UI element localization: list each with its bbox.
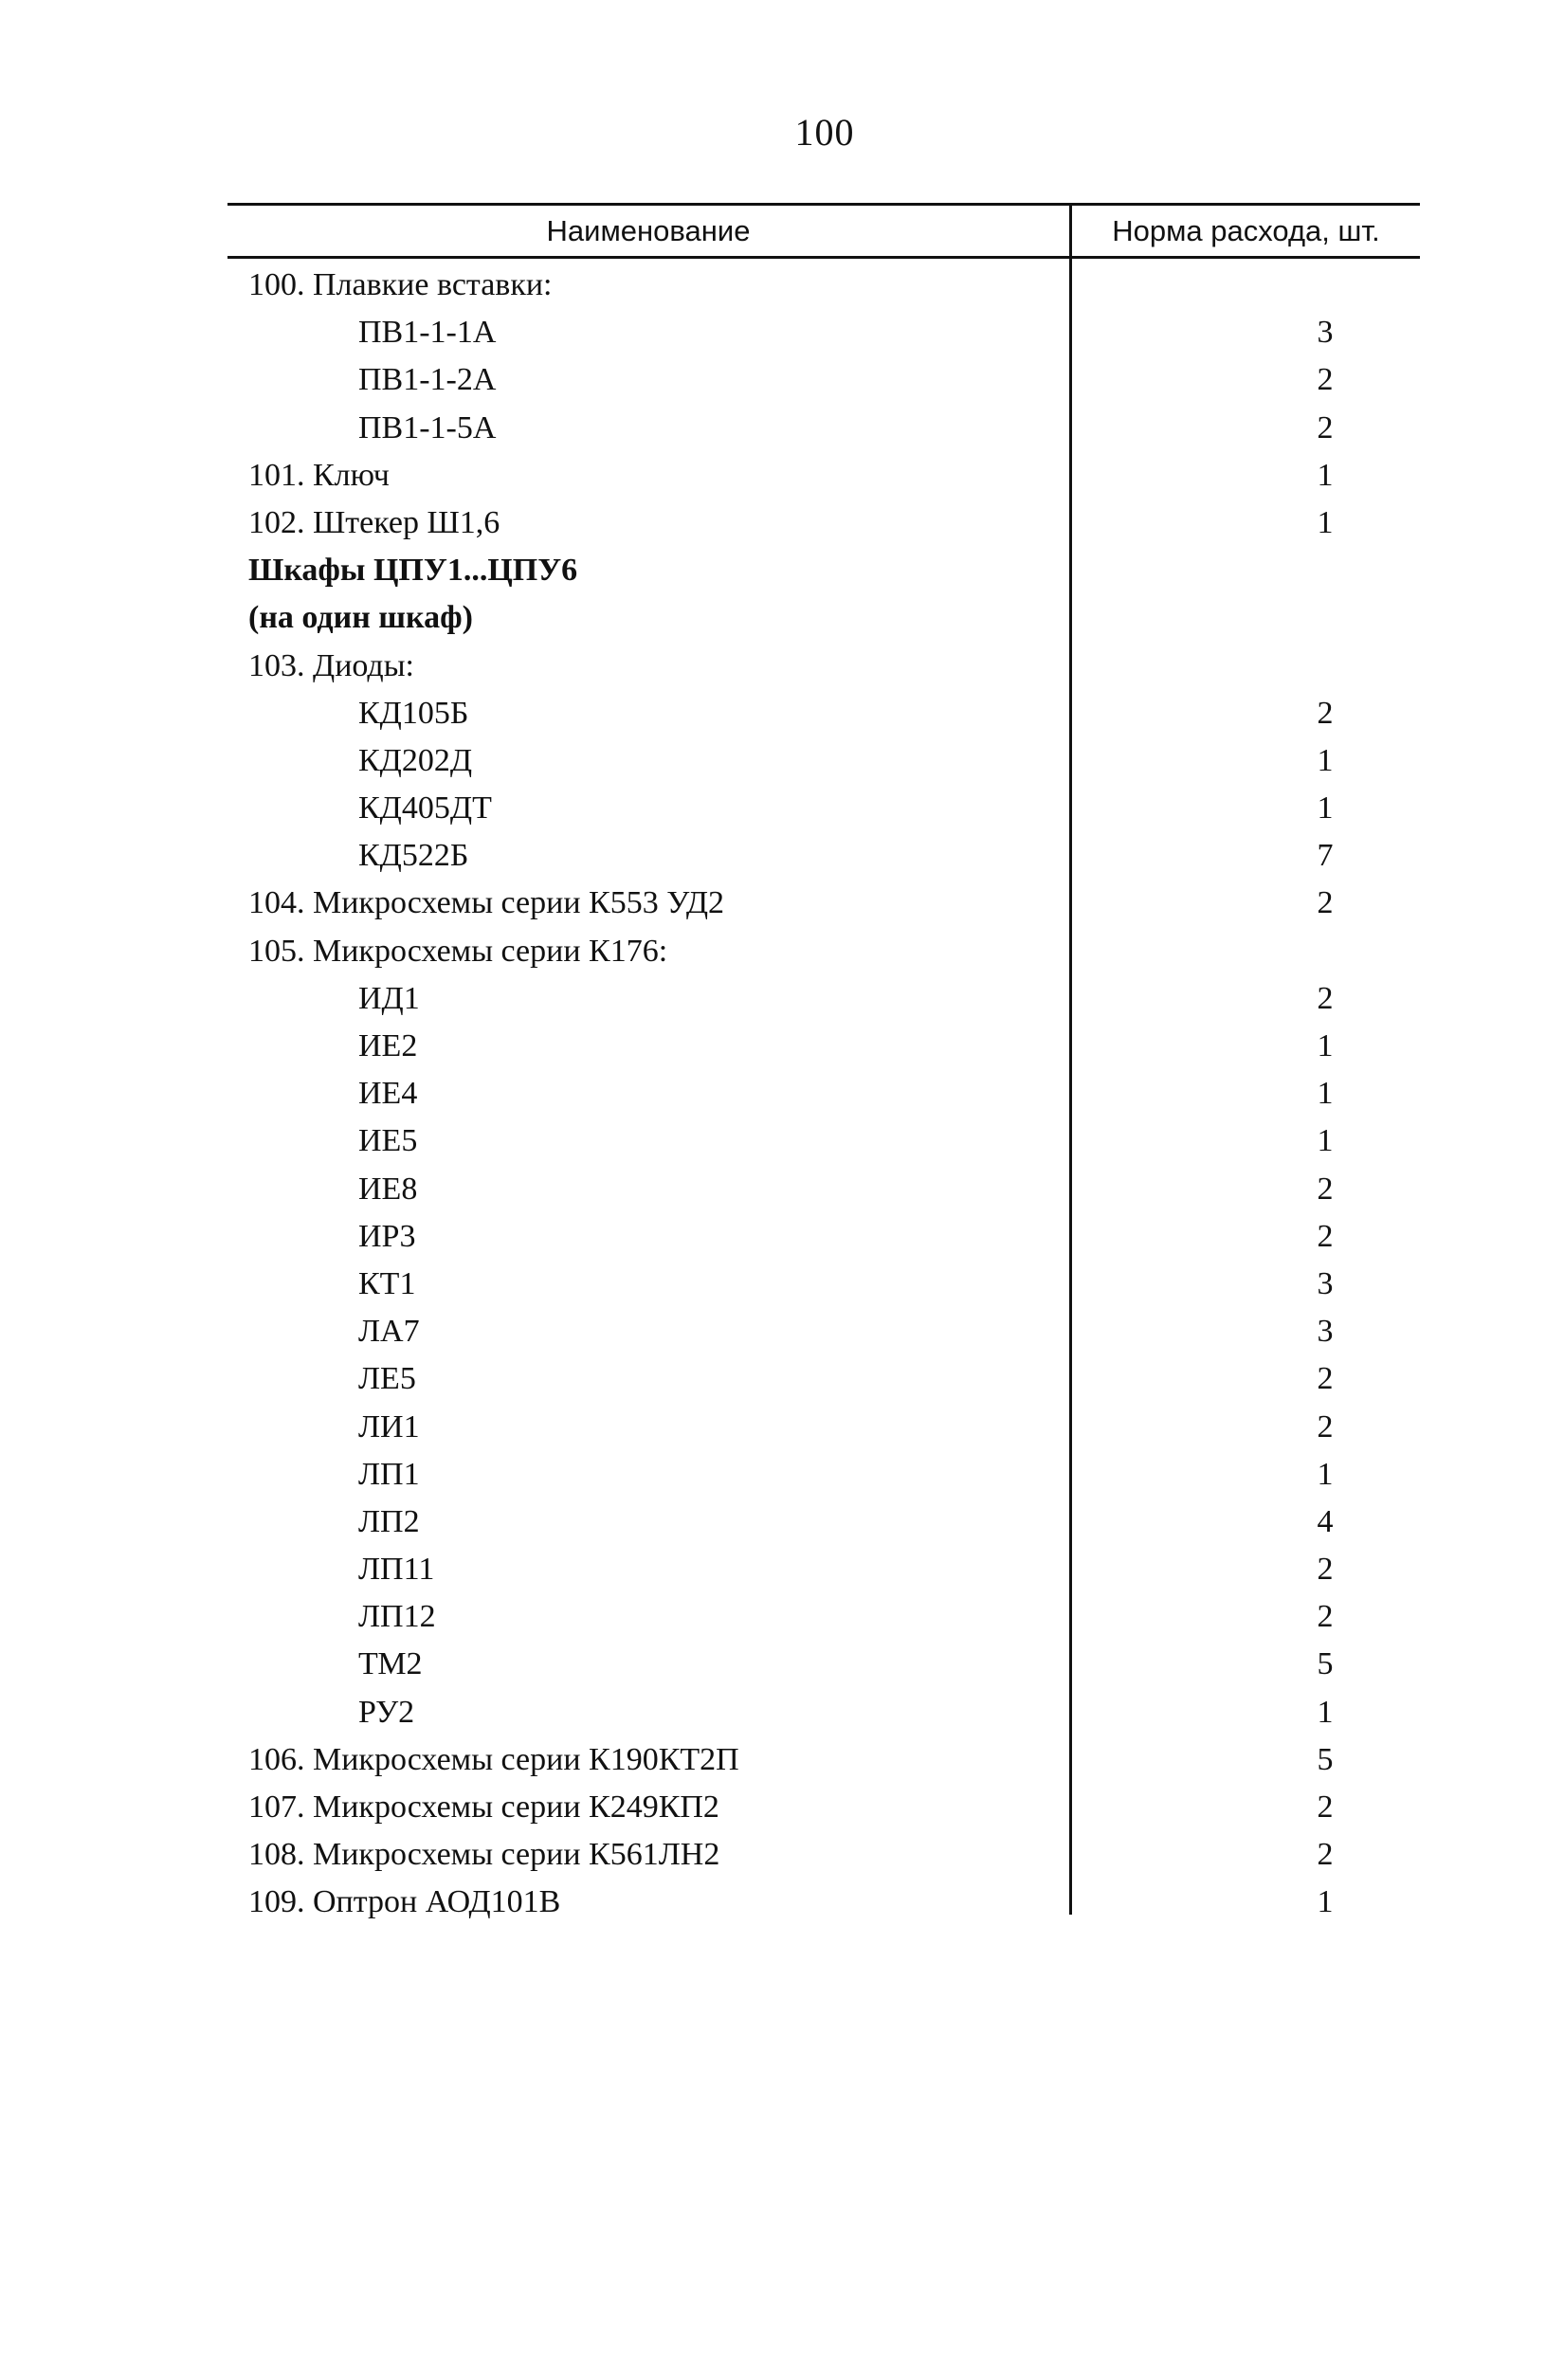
item-qty: 5	[1317, 1646, 1334, 1682]
item-name: ЛИ1	[358, 1408, 420, 1444]
table-body	[227, 262, 1420, 1927]
item-qty: 4	[1317, 1503, 1334, 1539]
item-name: 103. Диоды:	[248, 647, 414, 683]
table-row	[227, 737, 1420, 785]
item-name: 108. Микросхемы серии К561ЛН2	[248, 1837, 720, 1873]
item-name: ЛП12	[358, 1599, 436, 1635]
item-qty: 2	[1317, 1171, 1334, 1207]
table-row	[227, 880, 1420, 927]
table-header-rule	[227, 256, 1420, 259]
item-name: ЛП1	[358, 1456, 420, 1492]
table-row	[227, 356, 1420, 404]
item-name: 102. Штекер Ш1,6	[248, 504, 500, 540]
item-name: ЛА7	[358, 1314, 420, 1350]
item-name: ПВ1-1-2А	[358, 362, 497, 398]
item-qty: 1	[1317, 1884, 1334, 1920]
item-name: РУ2	[358, 1694, 415, 1730]
item-name: ЛП2	[358, 1503, 420, 1539]
item-name: ПВ1-1-5А	[358, 409, 497, 445]
table-row	[227, 1308, 1420, 1355]
item-name: 101. Ключ	[248, 457, 390, 493]
item-qty: 2	[1317, 362, 1334, 398]
item-name: ЛЕ5	[358, 1361, 416, 1397]
table-row	[227, 1546, 1420, 1593]
item-name: КТ1	[358, 1265, 416, 1301]
item-qty: 2	[1317, 695, 1334, 731]
table-row	[227, 1736, 1420, 1784]
table-row	[227, 262, 1420, 309]
item-name: 106. Микросхемы серии К190КТ2П	[248, 1741, 739, 1777]
item-name: ЛП11	[358, 1552, 435, 1588]
table-row	[227, 785, 1420, 832]
item-qty: 3	[1317, 1314, 1334, 1350]
column-header-name: Наименование	[546, 214, 751, 247]
item-qty: 2	[1317, 980, 1334, 1016]
table-row	[227, 1070, 1420, 1117]
item-qty: 2	[1317, 409, 1334, 445]
table-row	[227, 1023, 1420, 1070]
item-qty: 3	[1317, 1265, 1334, 1301]
table-row	[227, 1831, 1420, 1879]
item-qty: 1	[1317, 1456, 1334, 1492]
table-row	[227, 1261, 1420, 1308]
item-qty: 2	[1317, 885, 1334, 921]
item-name: 107. Микросхемы серии К249КП2	[248, 1790, 719, 1825]
item-name: ИР3	[358, 1218, 416, 1254]
table-row	[227, 1166, 1420, 1213]
item-qty: 7	[1317, 838, 1334, 874]
table-top-rule	[227, 203, 1420, 206]
table-row	[227, 1784, 1420, 1831]
item-qty: 2	[1317, 1408, 1334, 1444]
table-row	[227, 1355, 1420, 1403]
table-row	[227, 405, 1420, 452]
item-qty: 1	[1317, 457, 1334, 493]
table-row	[227, 1117, 1420, 1165]
item-qty: 1	[1317, 1028, 1334, 1063]
item-name: КД522Б	[358, 838, 469, 874]
item-name: ИД1	[358, 980, 420, 1016]
item-name: КД405ДТ	[358, 790, 492, 827]
item-qty: 1	[1317, 790, 1334, 827]
item-name: КД105Б	[358, 695, 469, 731]
table-row	[227, 1404, 1420, 1451]
item-qty: 2	[1317, 1837, 1334, 1873]
item-qty: 1	[1317, 742, 1334, 778]
table-row	[227, 690, 1420, 737]
table-row	[227, 309, 1420, 356]
item-qty: 5	[1317, 1741, 1334, 1777]
item-name: Шкафы ЦПУ1...ЦПУ6	[248, 553, 578, 589]
item-qty: 3	[1317, 315, 1334, 351]
column-header-qty: Норма расхода, шт.	[1112, 214, 1380, 247]
table-row	[227, 832, 1420, 880]
item-name: 105. Микросхемы серии К176:	[248, 933, 668, 969]
item-qty: 2	[1317, 1361, 1334, 1397]
table-row	[227, 547, 1420, 594]
item-qty: 2	[1317, 1599, 1334, 1635]
table-row	[227, 1451, 1420, 1499]
item-name: ИЕ4	[358, 1076, 418, 1112]
table-row	[227, 1593, 1420, 1641]
item-name: 109. Оптрон АОД101В	[248, 1884, 561, 1920]
item-qty: 2	[1317, 1790, 1334, 1825]
table-row	[227, 1213, 1420, 1261]
item-qty: 2	[1317, 1218, 1334, 1254]
item-name: КД202Д	[358, 742, 473, 778]
item-name: (на один шкаф)	[248, 600, 473, 636]
item-qty: 1	[1317, 1694, 1334, 1730]
item-name: ПВ1-1-1А	[358, 315, 497, 351]
table-row	[227, 594, 1420, 642]
item-name: ИЕ8	[358, 1171, 418, 1207]
item-name: ИЕ5	[358, 1123, 418, 1159]
table-row	[227, 643, 1420, 690]
table-row	[227, 928, 1420, 975]
item-qty: 1	[1317, 1076, 1334, 1112]
page-number: 100	[794, 111, 855, 154]
table-row	[227, 1499, 1420, 1546]
table-row	[227, 1689, 1420, 1736]
item-name: 104. Микросхемы серии К553 УД2	[248, 885, 725, 921]
table-row	[227, 500, 1420, 547]
item-name: 100. Плавкие вставки:	[248, 267, 553, 302]
item-qty: 2	[1317, 1552, 1334, 1588]
table-row	[227, 1641, 1420, 1688]
item-name: ИЕ2	[358, 1028, 418, 1063]
table-row	[227, 452, 1420, 500]
item-qty: 1	[1317, 504, 1334, 540]
table-row	[227, 1879, 1420, 1926]
table-row	[227, 975, 1420, 1023]
item-name: ТМ2	[358, 1646, 423, 1682]
item-qty: 1	[1317, 1123, 1334, 1159]
